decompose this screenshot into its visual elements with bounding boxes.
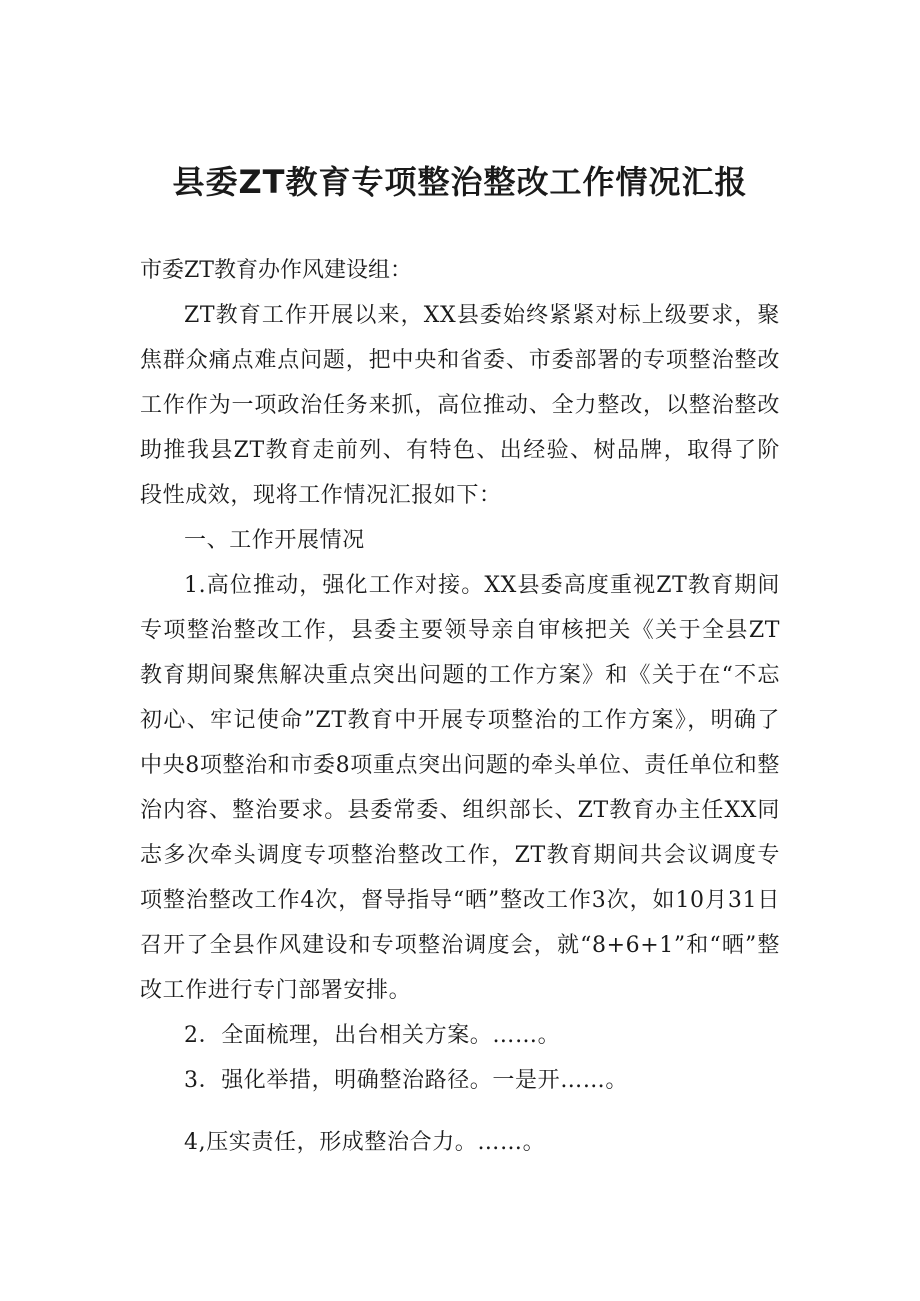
- intro-paragraph: ZT教育工作开展以来，XX县委始终紧紧对标上级要求，聚焦群众痛点难点问题，把中央和省委、市委部署的专项整治整改工作作为一项政治任务来抓，高位推动、全力整改，以整治整改助推我县ZT教育走前列、有特色、出经验、树品牌，取得了阶段性成效，现将工作情况汇报如下：: [140, 303, 780, 508]
- list-item-2: 2．全面梳理，出台相关方案。……。: [184, 1023, 561, 1048]
- document-title: 县委ZT教育专项整治整改工作情况汇报: [172, 163, 748, 201]
- salutation: 市委ZT教育办作风建设组：: [140, 258, 412, 283]
- section-heading: 一、工作开展情况: [184, 528, 365, 553]
- list-item-3: 3．强化举措，明确整治路径。一是开……。: [184, 1068, 628, 1093]
- list-item-1: 1.高位推动，强化工作对接。XX县委高度重视ZT教育期间专项整治整改工作，县委主要领导亲自审核把关《关于全县ZT教育期间聚焦解决重点突出问题的工作方案》和《关于在“不忘初心、牢记使命”ZT教育中开展专项整治的工作方案》，明确了中央8项整治和市委8项重点突出问题的牵头单位、责任单位和整治内容、整治要求。县委常委、组织部长、ZT教育办主任XX同志多次牵头调度专项整治整改工作，ZT教育期间共会议调度专项整治整改工作4次，督导指导“晒”整改工作3次，如10月31日召开了全县作风建设和专项整治调度会，就“8+6+1”和“晒”整改工作进行专门部署安排。: [140, 573, 780, 1003]
- list-item-4: 4,压实责任，形成整治合力。……。: [184, 1130, 546, 1155]
